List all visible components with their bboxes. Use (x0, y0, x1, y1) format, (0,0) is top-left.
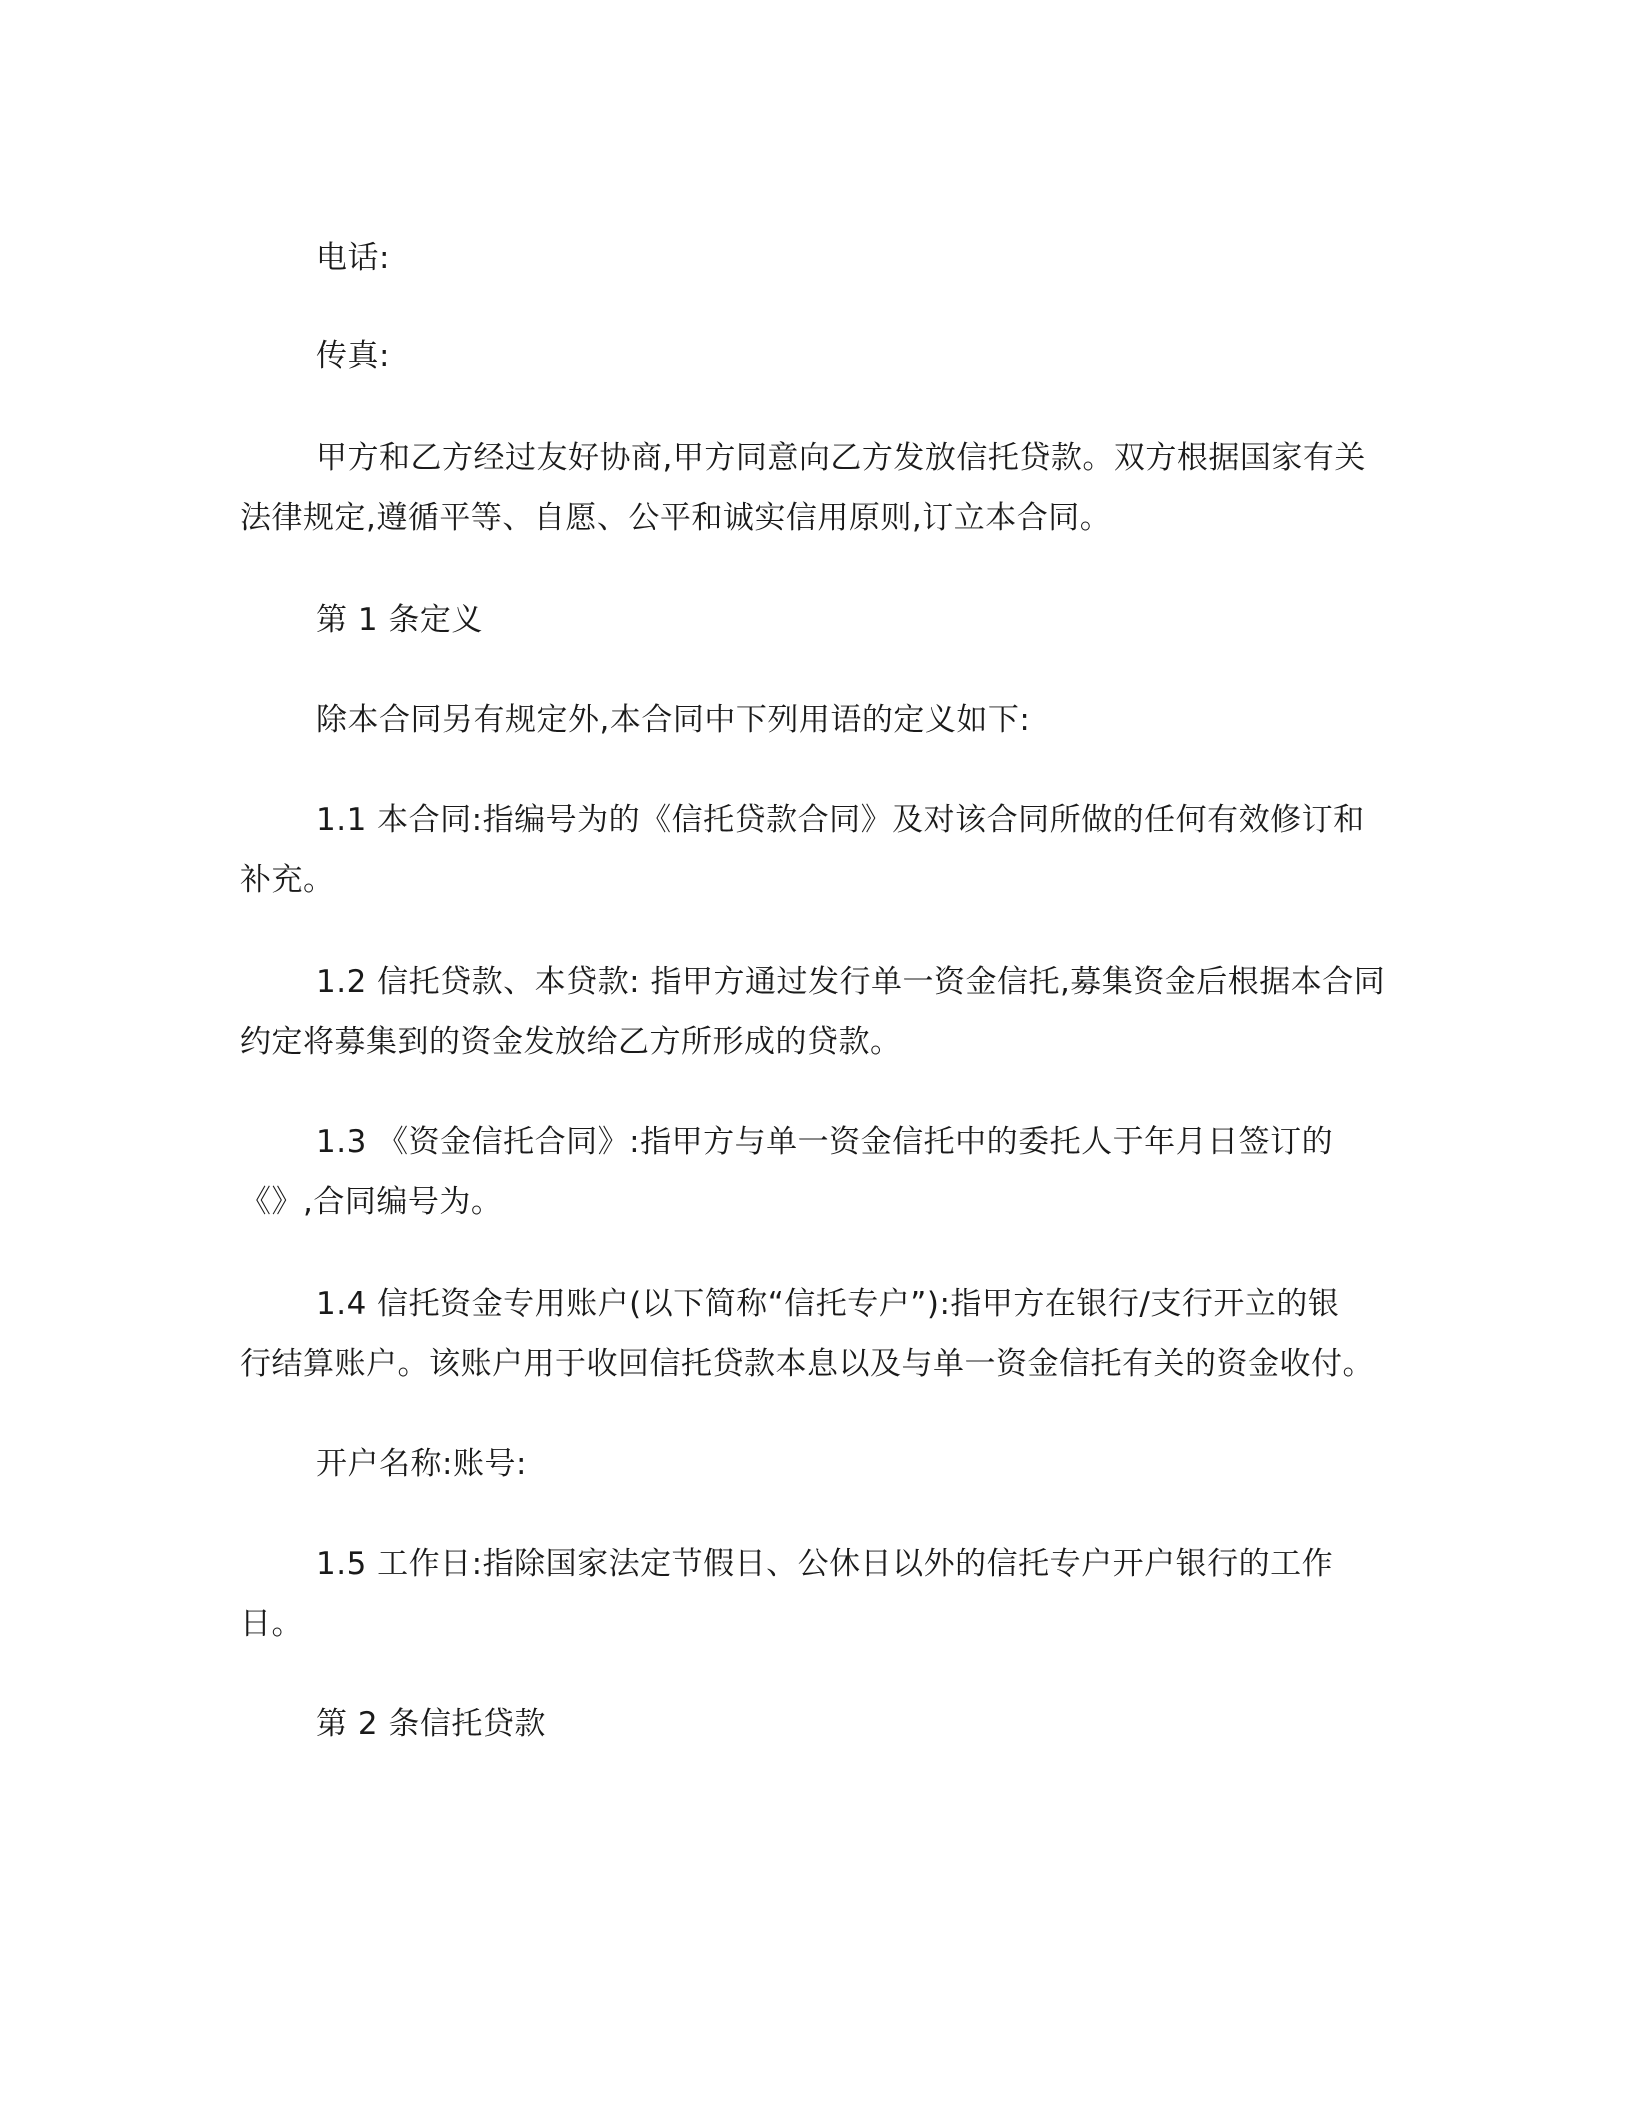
definitions-intro: 除本合同另有规定外,本合同中下列用语的定义如下: (316, 702, 1031, 738)
clause-1-2-line-2: 约定将募集到的资金发放给乙方所形成的贷款。 (240, 1024, 902, 1060)
clause-1-4-line-1: 1.4 信托资金专用账户(以下简称“信托专户”):指甲方在银行/支行开立的银 (316, 1286, 1340, 1322)
clause-1-5-line-2: 日。 (240, 1606, 303, 1642)
article-1-heading: 第 1 条定义 (316, 602, 483, 638)
clause-1-1-line-1: 1.1 本合同:指编号为的《信托贷款合同》及对该合同所做的任何有效修订和 (316, 802, 1365, 838)
phone-label: 电话: (316, 240, 390, 276)
account-info-line: 开户名称:账号: (316, 1446, 527, 1482)
clause-1-1-line-2: 补充。 (240, 862, 335, 898)
paragraph-intro-line-2: 法律规定,遵循平等、自愿、公平和诚实信用原则,订立本合同。 (240, 500, 1112, 536)
clause-1-3-line-2: 《》,合同编号为。 (240, 1184, 503, 1220)
clause-1-4-line-2: 行结算账户。该账户用于收回信托贷款本息以及与单一资金信托有关的资金收付。 (240, 1346, 1374, 1382)
fax-label: 传真: (316, 338, 390, 374)
paragraph-intro-line-1: 甲方和乙方经过友好协商,甲方同意向乙方发放信托贷款。双方根据国家有关 (316, 440, 1366, 476)
article-2-heading: 第 2 条信托贷款 (316, 1706, 546, 1742)
clause-1-3-line-1: 1.3 《资金信托合同》:指甲方与单一资金信托中的委托人于年月日签订的 (316, 1124, 1334, 1160)
clause-1-5-line-1: 1.5 工作日:指除国家法定节假日、公休日以外的信托专户开户银行的工作 (316, 1546, 1334, 1582)
clause-1-2-line-1: 1.2 信托贷款、本贷款: 指甲方通过发行单一资金信托,募集资金后根据本合同 (316, 964, 1386, 1000)
